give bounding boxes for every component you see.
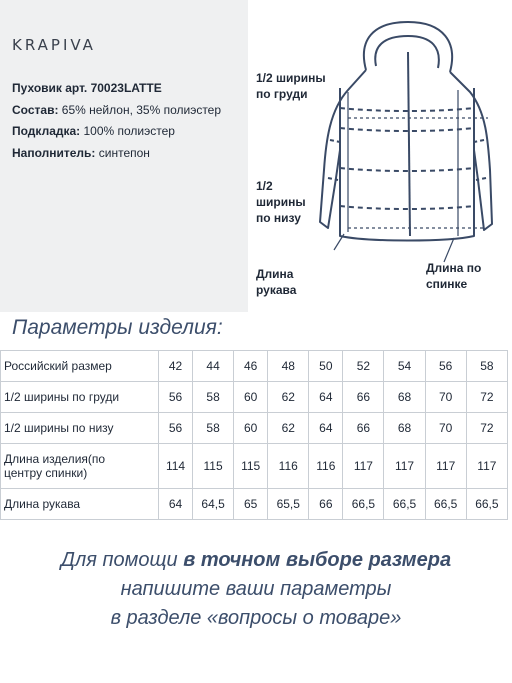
table-row: Российский размер 42 44 46 48 50 52 54 56 58 [1,351,508,382]
lining-row: Подкладка: 100% полиэстер [12,124,175,138]
table-row: 1/2 ширины по низу 56 58 60 62 64 66 68 70 72 [1,413,508,444]
bottom-label-1: 1/2 [256,179,273,193]
product-specs [12,78,221,164]
chest-label-2: по груди [256,87,308,101]
product-article: Пуховик арт. 70023LATTE [12,81,162,95]
table-row: 1/2 ширины по груди 56 58 60 62 64 66 68 70 72 [1,382,508,413]
help-line-3: в разделе «вопросы о товаре» [110,607,402,629]
table-row: Длина изделия(по центру спинки) 114 115 115 116 116 117 117 117 117 [1,444,508,489]
jacket-diagram [248,0,512,312]
back-label-1: Длина по [426,261,482,275]
bottom-label-3: по низу [256,211,301,225]
filling-row: Наполнитель: синтепон [12,145,150,160]
sleeve-label-1: Длина [256,267,294,281]
table-row: Длина рукава 64 64,5 65 65,5 66 66,5 66,5 66,5 66,5 [1,489,508,520]
chest-label: 1/2 ширины [256,71,326,85]
brand-logo: KRAPIVA [12,36,96,54]
params-title: Параметры изделия: [12,316,223,339]
size-table [0,350,508,520]
help-line-1: Для помощи в точном выборе размера [60,549,452,571]
back-label-2: спинке [426,277,468,291]
bottom-label-2: ширины [256,195,306,209]
sleeve-label-2: рукава [256,283,297,297]
help-line-2: напишите ваши параметры [120,578,392,600]
help-text [0,546,512,633]
info-panel [0,0,248,312]
composition-row: Состав: 65% нейлон, 35% полиэстер [12,102,222,117]
